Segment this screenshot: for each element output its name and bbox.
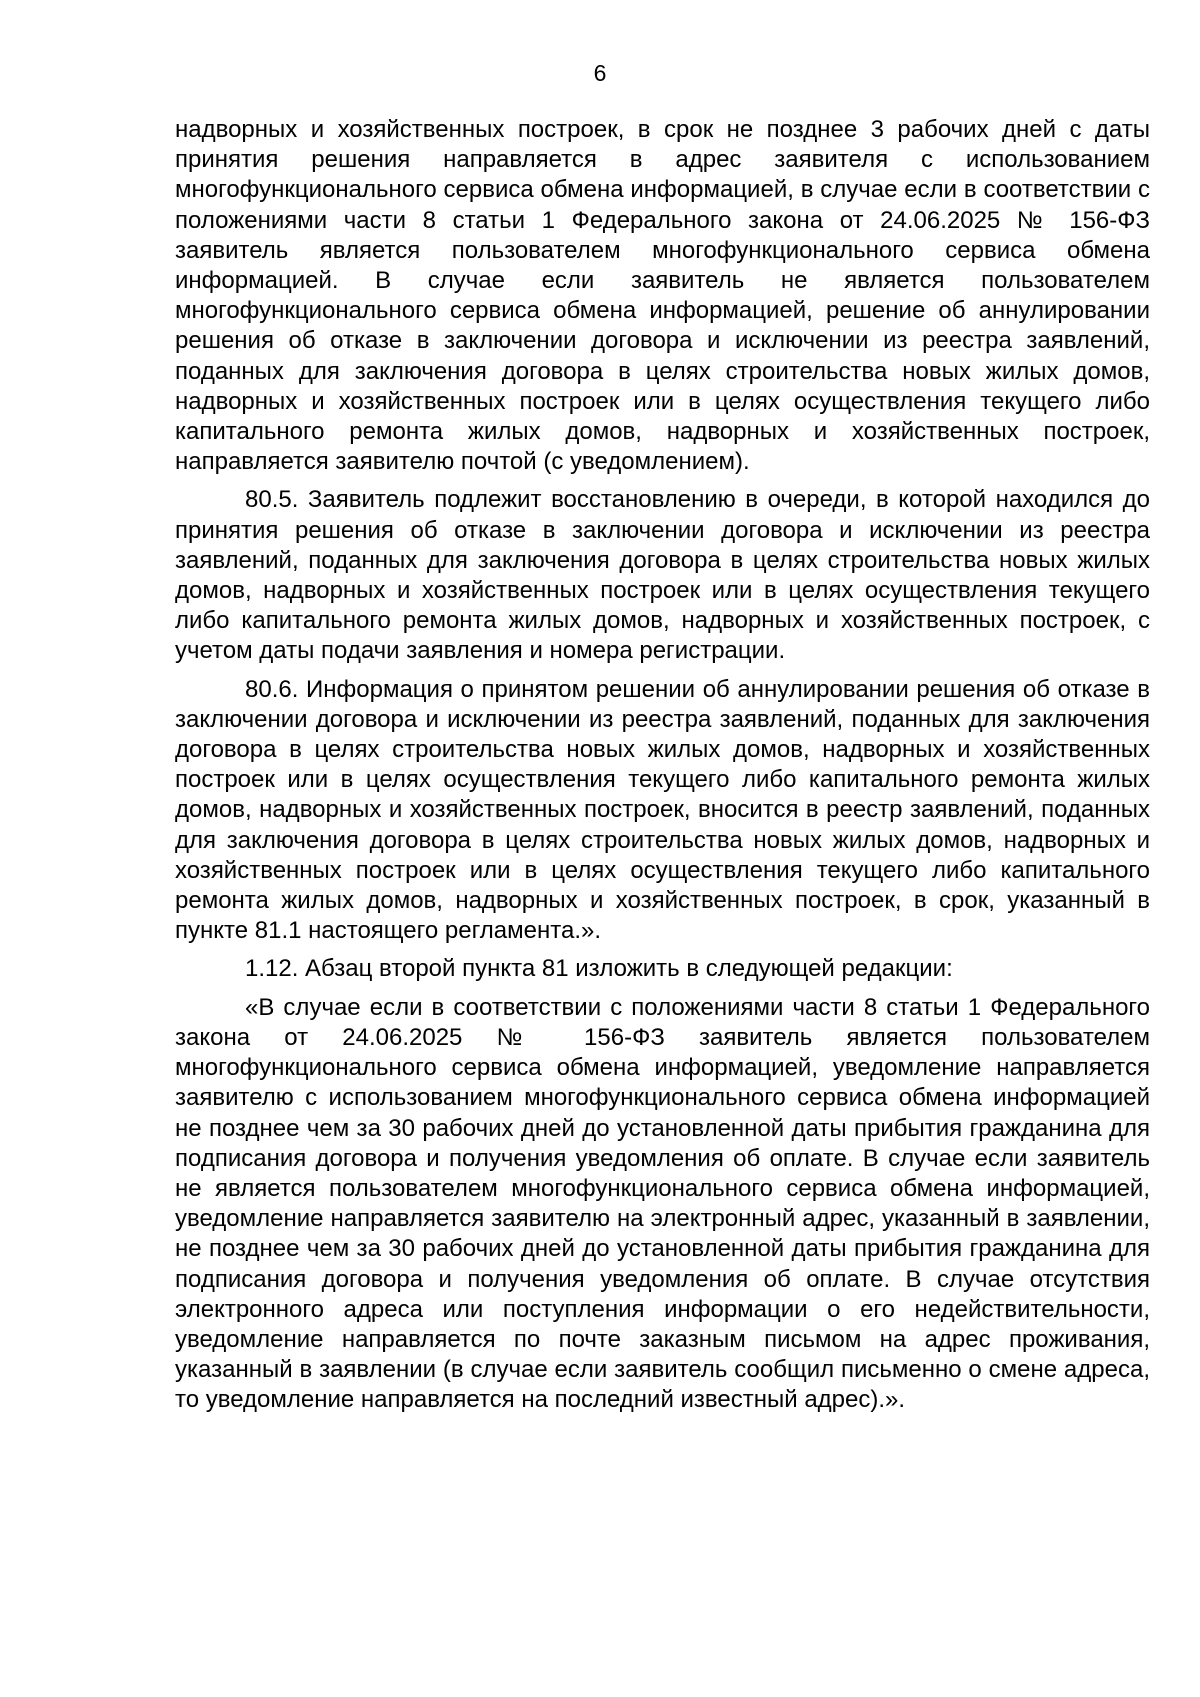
paragraph-continuation: надворных и хозяйственных построек, в срок не позднее 3 рабочих дней с даты принятия решения направляется в адрес заявителя с использованием многофункционального сервиса обмена информацией, в случае если в соответствии с положениями части 8 статьи 1 Федерального закона от 24.06.2025 № 156-ФЗ заявитель является пользователем многофункционального сервиса обмена информацией. В случае если заявитель не является пользователем многофункционального сервиса обмена информацией, решение об аннулировании решения об отказе в заключении договора и исключении из реестра заявлений, поданных для заключения договора в целях строительства новых жилых домов, надворных и хозяйственных построек или в целях осуществления текущего либо капитального ремонта жилых домов, надворных и хозяйственных построек, направляется заявителю почтой (с уведомлением). xyxy=(175,116,1150,476)
paragraph-80-6: 80.6. Информация о принятом решении об аннулировании решения об отказе в заключении договора и исключении из реестра заявлений, поданных для заключения договора в целях строительства новых жилых домов, надворных и хозяйственных построек или в целях осуществления текущего либо капитального ремонта жилых домов, надворных и хозяйственных построек, вносится в реестр заявлений, поданных для заключения договора в целях строительства новых жилых домов, надворных и хозяйственных построек или в целях осуществления текущего либо капитального ремонта жилых домов, надворных и хозяйственных построек, в срок, указанный в пункте 81.1 настоящего регламента.». xyxy=(175,675,1150,945)
paragraph-quoted-amendment: «В случае если в соответствии с положениями части 8 статьи 1 Федерального закона от 24.06.2025 № 156-ФЗ заявитель является пользователем многофункционального сервиса обмена информацией, уведомление направляется заявителю с использованием многофункционального сервиса обмена информацией не позднее чем за 30 рабочих дней до установленной даты прибытия гражданина для подписания договора и получения уведомления об оплате. В случае если заявитель не является пользователем многофункционального сервиса обмена информацией, уведомление направляется заявителю на электронный адрес, указанный в заявлении, не позднее чем за 30 рабочих дней до установленной даты прибытия гражданина для подписания договора и получения уведомления об оплате. В случае отсутствия электронного адреса или поступления информации о его недействительности, уведомление направляется по почте заказным письмом на адрес проживания, указанный в заявлении (в случае если заявитель сообщил письменно о смене адреса, то уведомление направляется на последний известный адрес).». xyxy=(175,993,1150,1414)
page-number: 6 xyxy=(593,60,607,86)
document-body xyxy=(175,115,1150,1424)
paragraph-1-12: 1.12. Абзац второй пункта 81 изложить в следующей редакции: xyxy=(245,955,953,983)
paragraph-80-5: 80.5. Заявитель подлежит восстановлению в очереди, в которой находился до принятия решения об отказе в заключении договора и исключении из реестра заявлений, поданных для заключения договора в целях строительства новых жилых домов, надворных и хозяйственных построек или в целях осуществления текущего либо капитального ремонта жилых домов, надворных и хозяйственных построек, с учетом даты подачи заявления и номера регистрации. xyxy=(175,486,1150,665)
